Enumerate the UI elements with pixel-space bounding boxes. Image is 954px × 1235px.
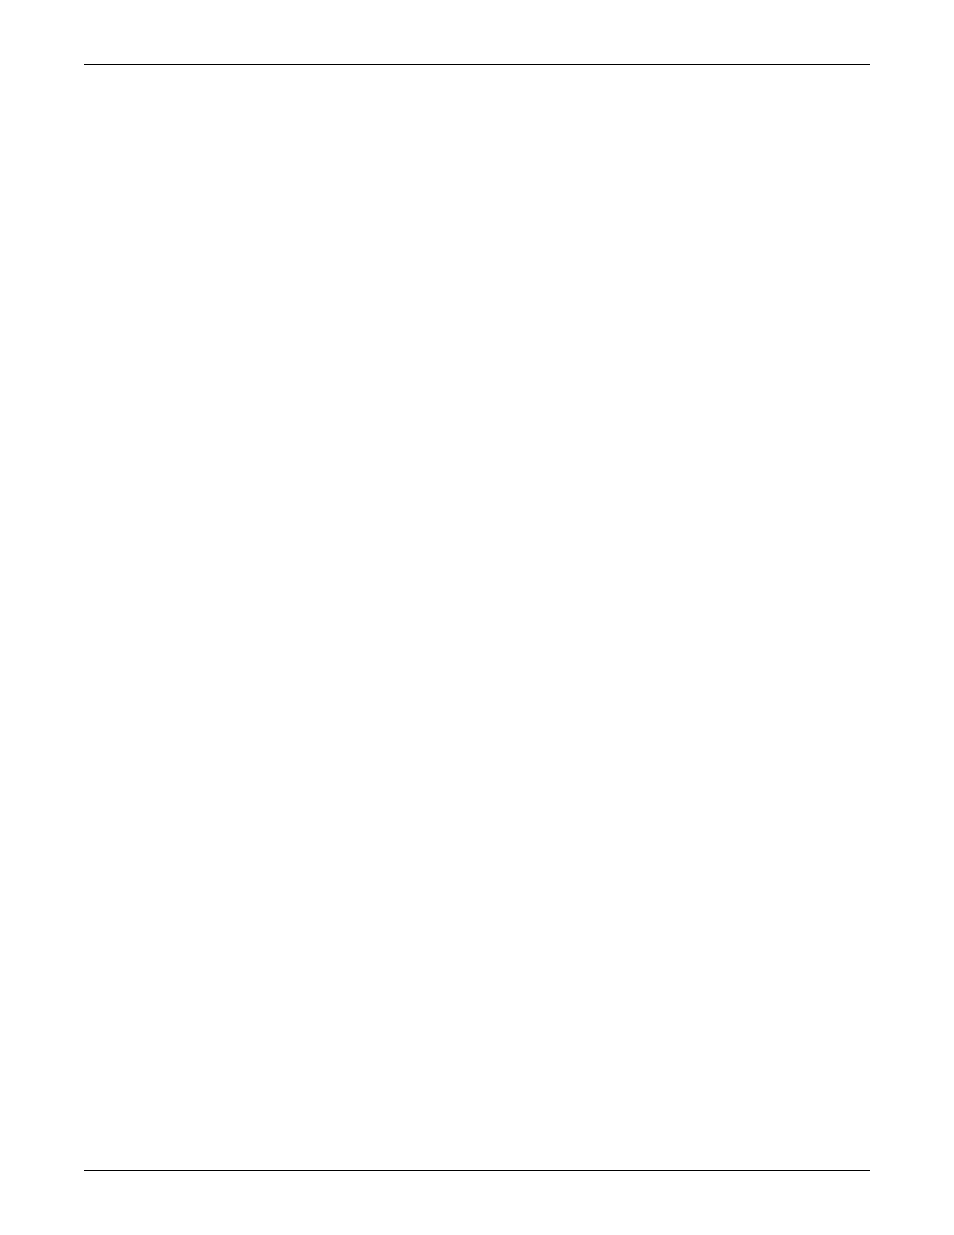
header-rule: [84, 64, 870, 65]
table-of-contents: [84, 78, 870, 112]
footer-rule: [84, 1170, 870, 1171]
chapter-heading[interactable]: [84, 88, 870, 112]
